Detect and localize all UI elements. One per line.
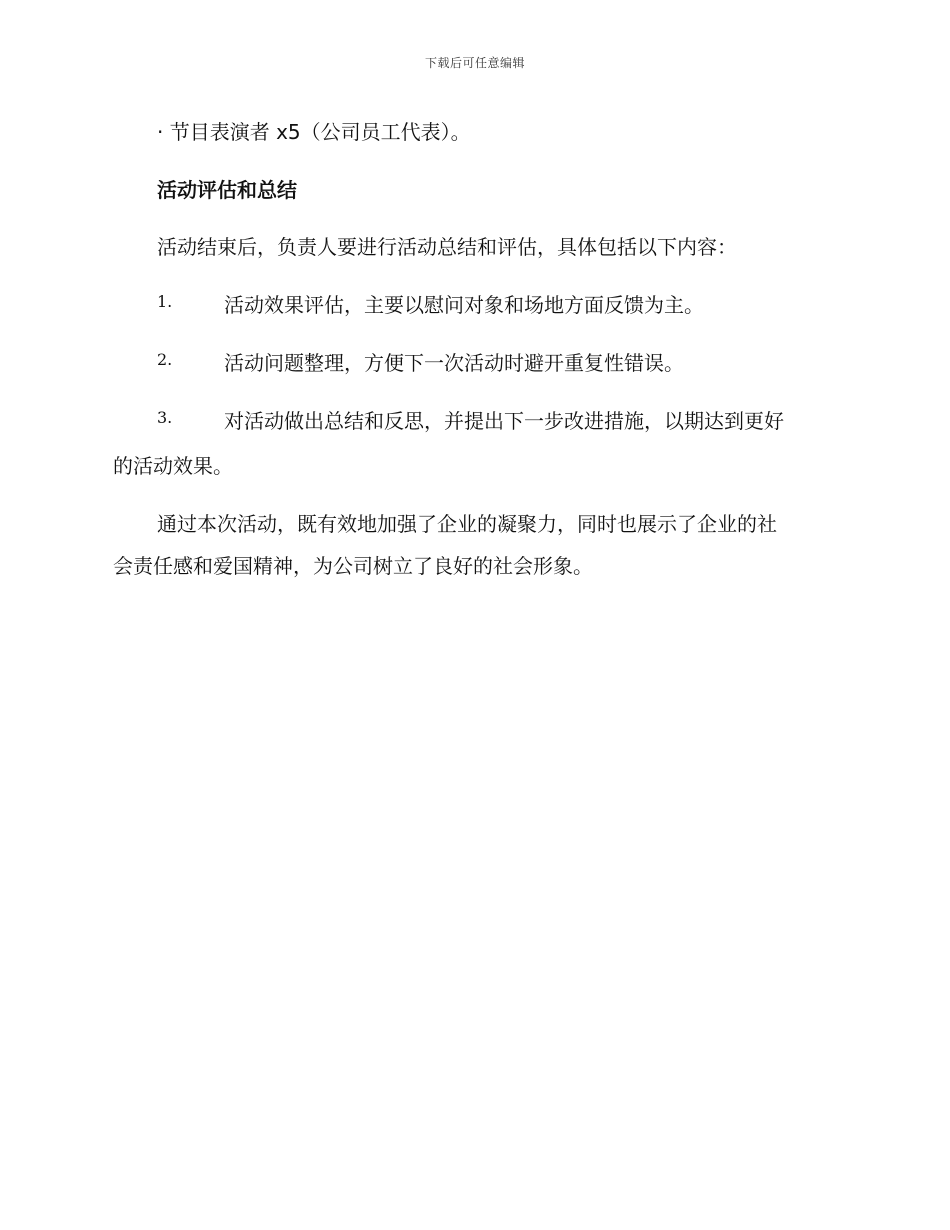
list-item-number: 3. [157,408,173,427]
list-item-text: 活动效果评估，主要以慰问对象和场地方面反馈为主。 [224,293,704,317]
intro-paragraph: 活动结束后，负责人要进行活动总结和评估，具体包括以下内容： [157,235,737,259]
list-item-continuation: 的活动效果。 [113,454,233,478]
list-item-number: 2. [157,350,173,369]
list-item-number: 1. [157,292,173,311]
list-item-text: 活动问题整理，方便下一次活动时避开重复性错误。 [224,351,684,375]
page-header-caption: 下载后可任意编辑 [424,56,525,70]
performer-bullet-line: · 节目表演者 x5（公司员工代表）。 [157,120,471,144]
list-item-text: 对活动做出总结和反思，并提出下一步改进措施，以期达到更好 [224,409,784,433]
closing-paragraph-line-1: 通过本次活动，既有效地加强了企业的凝聚力，同时也展示了企业的社 [157,512,777,536]
section-heading: 活动评估和总结 [157,178,297,202]
closing-paragraph-line-2: 会责任感和爱国精神，为公司树立了良好的社会形象。 [113,554,593,578]
